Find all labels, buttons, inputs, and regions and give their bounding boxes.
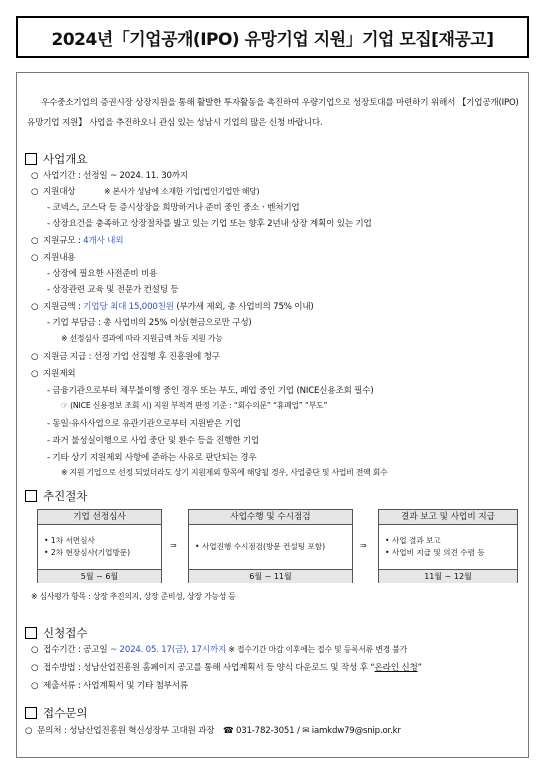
contact-email[interactable]: / ✉ iamkdw79@snip.or.kr [297, 726, 401, 736]
amount-sub-item: - 기업 부담금 : 총 사업비의 25% 이상(현금으로만 구성) [47, 318, 252, 328]
notice-body [16, 72, 529, 758]
arrow-right-icon: ⇒ [360, 541, 367, 550]
contact-person: 문의처 : 성남산업진흥원 혁신성장부 고대원 과장 [37, 726, 215, 736]
overview-payment: ○ 지원금 지급 : 선정 기업 선집행 후 진흥원에 청구 [31, 352, 220, 362]
contact-phone: ☎ 031-782-3051 [222, 726, 295, 736]
procedure-note: ※ 심사평가 항목 : 상장 추진의지, 상장 준비성, 상장 가능성 등 [31, 592, 236, 601]
circle-bullet-icon: ○ [31, 171, 39, 181]
exclusion-note: ☞ (NICE 신용정보 조회 시) 지원 부적격 판정 기준 : “회수의문” “휴폐업” “부도” [61, 401, 328, 410]
circle-bullet-icon: ○ [31, 236, 39, 246]
step-title: 사업수행 및 수시점검 [189, 510, 352, 525]
page-title: 2024년「기업공개(IPO) 유망기업 지원」기업 모집[재공고] [16, 16, 529, 58]
square-icon [25, 153, 37, 165]
overview-period: ○ 사업기간 : 선정일 ~ 2024. 11. 30까지 [31, 171, 189, 181]
section-application [25, 625, 87, 641]
scale-value: 4개사 내외 [83, 236, 124, 246]
overview-amount: ○ 지원금액 : 기업당 최대 15,000천원 (부가세 제외, 총 사업비의 75% 이내) [31, 302, 314, 312]
step-period: 6월 ~ 11월 [189, 569, 352, 583]
step-item: • 사업비 지급 및 의견 수렴 등 [385, 548, 485, 557]
circle-bullet-icon: ○ [31, 187, 39, 197]
target-sub-item: - 코넥스, 코스닥 등 증시상장을 희망하거나 준비 중인 중소ㆍ벤처기업 [47, 203, 300, 213]
circle-bullet-icon: ○ [31, 352, 39, 362]
circle-bullet-icon: ○ [31, 645, 39, 655]
overview-content: ○ 지원내용 [31, 253, 76, 263]
intro-paragraph: 우수중소기업의 증권시장 상장지원을 통해 활발한 투자활동을 촉진하여 우량기업으로 성장토대를 마련하기 위해서 【기업공개(IPO) 유망기업 지원】 사업을 추진하오니 관심 있는 성남시 기업의 많은 신청 바랍니다. [27, 98, 519, 128]
step-body [379, 525, 517, 569]
application-docs: ○ 제출서류 : 사업계획서 및 기타 첨부서류 [31, 681, 188, 691]
procedure-step [37, 509, 162, 583]
content-sub-item: - 상장관련 교육 및 전문가 컨설팅 등 [47, 285, 179, 295]
section-contact [25, 705, 87, 721]
content-sub-item: - 상장에 필요한 사전준비 비용 [47, 269, 158, 279]
arrow-right-icon: ⇒ [170, 541, 177, 550]
exclusion-sub-item: - 금융기관으로부터 채무불이행 중인 경우 또는 부도, 폐업 중인 기업 (NICE신용조회 필수) [47, 386, 374, 396]
step-item: • 사업 결과 보고 [385, 536, 441, 545]
step-period: 11월 ~ 12월 [379, 569, 517, 583]
deadline-note: ※ 접수기간 마감 이후에는 접수 및 등록서류 변경 불가 [226, 645, 407, 654]
step-period: 5월 ~ 6월 [38, 569, 161, 583]
overview-scale: ○ 지원규모 : 4개사 내외 [31, 236, 124, 246]
section-title: 신청접수 [43, 626, 88, 640]
circle-bullet-icon: ○ [31, 302, 39, 312]
exclusion-sub-item: - 동일·유사사업으로 유관기관으로부터 지원받은 기업 [47, 419, 241, 429]
step-title: 결과 보고 및 사업비 지급 [379, 510, 517, 525]
target-note: ※ 본사가 성남에 소재한 기업(법인기업만 해당) [103, 187, 260, 196]
exclusion-sub-item: - 기타 상기 지원제외 사항에 준하는 사유로 판단되는 경우 [47, 453, 257, 463]
step-title: 기업 선정심사 [38, 510, 161, 525]
application-period: ○ 접수기간 : 공고일 ~ 2024. 05. 17(금), 17시까지 ※ 접수기간 마감 이후에는 접수 및 등록서류 변경 불가 [31, 645, 407, 655]
circle-bullet-icon: ○ [31, 663, 39, 673]
circle-bullet-icon: ○ [31, 369, 39, 379]
amount-note: ※ 선정심사 결과에 따라 지원금액 차등 지원 가능 [61, 334, 223, 343]
section-overview [25, 151, 87, 167]
target-sub-item: - 상장요건을 충족하고 상장절차를 밟고 있는 기업 또는 향후 2년내 상장 계획이 있는 기업 [47, 219, 372, 229]
overview-exclusion: ○ 지원제외 [31, 369, 76, 379]
section-title: 접수문의 [43, 706, 88, 720]
exclusion-note: ※ 지원 기업으로 선정 되었더라도 상기 지원제외 항목에 해당될 경우, 사업중단 및 사업비 전액 회수 [61, 468, 388, 477]
step-body [38, 525, 161, 569]
application-method: ○ 접수방법 : 성남산업진흥원 홈페이지 공고를 통해 사업계획서 등 양식 다운로드 및 작성 후 “온라인 신청” [31, 663, 422, 673]
square-icon [25, 707, 37, 719]
contact-line [25, 724, 401, 736]
step-item: • 사업진행 수시점검(방문 컨설팅 포함) [195, 542, 326, 551]
procedure-step [188, 509, 353, 583]
square-icon [25, 490, 37, 502]
step-item: • 2차 현장심사(기업방문) [44, 548, 131, 557]
exclusion-sub-item: - 과거 불성실이행으로 사업 중단 및 환수 등을 진행한 기업 [47, 436, 260, 446]
step-body [189, 525, 352, 569]
square-icon [25, 627, 37, 639]
circle-bullet-icon: ○ [25, 726, 33, 736]
section-title: 사업개요 [43, 152, 88, 166]
procedure-step [378, 509, 518, 583]
circle-bullet-icon: ○ [31, 681, 39, 691]
section-procedure [25, 488, 87, 504]
overview-target: ○ 지원대상 ※ 본사가 성남에 소재한 기업(법인기업만 해당) [31, 187, 260, 197]
amount-value: 기업당 최대 15,000천원 [83, 302, 174, 312]
online-application-link[interactable]: 온라인 신청 [374, 663, 418, 673]
step-item: • 1차 서면심사 [44, 536, 95, 545]
section-title: 추진절차 [43, 489, 88, 503]
circle-bullet-icon: ○ [31, 253, 39, 263]
deadline-value: ~ 2024. 05. 17(금), 17시까지 [110, 645, 227, 655]
